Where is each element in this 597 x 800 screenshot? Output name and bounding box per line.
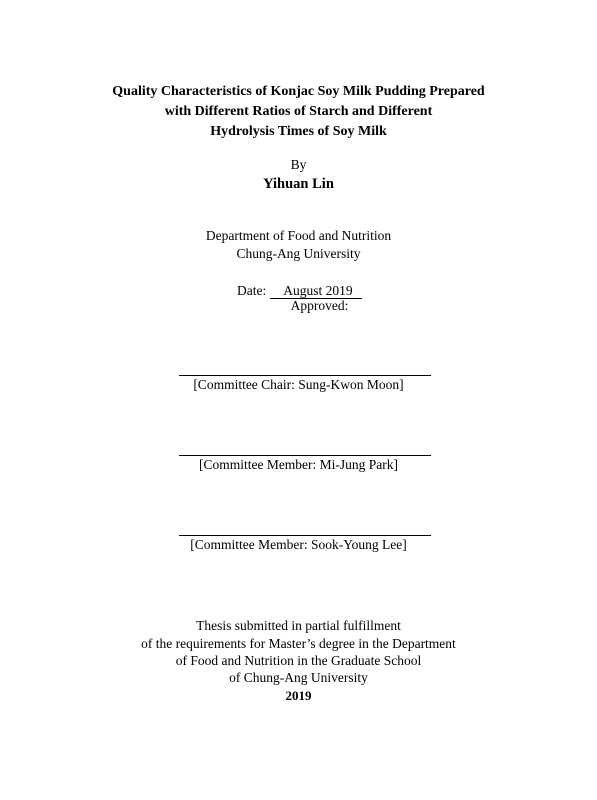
author-name: Yihuan Lin (263, 176, 334, 192)
department-name: Department of Food and Nutrition (205, 228, 392, 243)
approved-label: Approved: (290, 298, 349, 313)
committee-member-2-label: [Committee Member: Sook-Young Lee] (190, 537, 407, 552)
submission-year: 2019 (285, 688, 312, 703)
university-name: Chung-Ang University (236, 246, 361, 261)
title-line-3: Hydrolysis Times of Soy Milk (210, 124, 387, 139)
by-label: By (290, 157, 307, 172)
signature-line-chair (179, 375, 431, 376)
committee-member-1-label: [Committee Member: Mi-Jung Park] (198, 457, 399, 472)
signature-line-member-2 (179, 535, 431, 536)
submission-line-2: of the requirements for Master’s degree in the Department (141, 636, 456, 651)
submission-line-1: Thesis submitted in partial fulfillment (196, 618, 401, 633)
date-value: August 2019 (270, 283, 361, 299)
committee-chair-label: [Committee Chair: Sung-Kwon Moon] (193, 377, 404, 392)
date-label: Date: (237, 283, 267, 298)
date-row (237, 283, 362, 299)
signature-line-member-1 (179, 455, 431, 456)
submission-line-3: of Food and Nutrition in the Graduate School (175, 653, 422, 668)
submission-line-4: of Chung-Ang University (229, 670, 368, 685)
title-line-2: with Different Ratios of Starch and Different (164, 104, 433, 119)
title-line-1: Quality Characteristics of Konjac Soy Milk Pudding Prepared (112, 84, 485, 99)
